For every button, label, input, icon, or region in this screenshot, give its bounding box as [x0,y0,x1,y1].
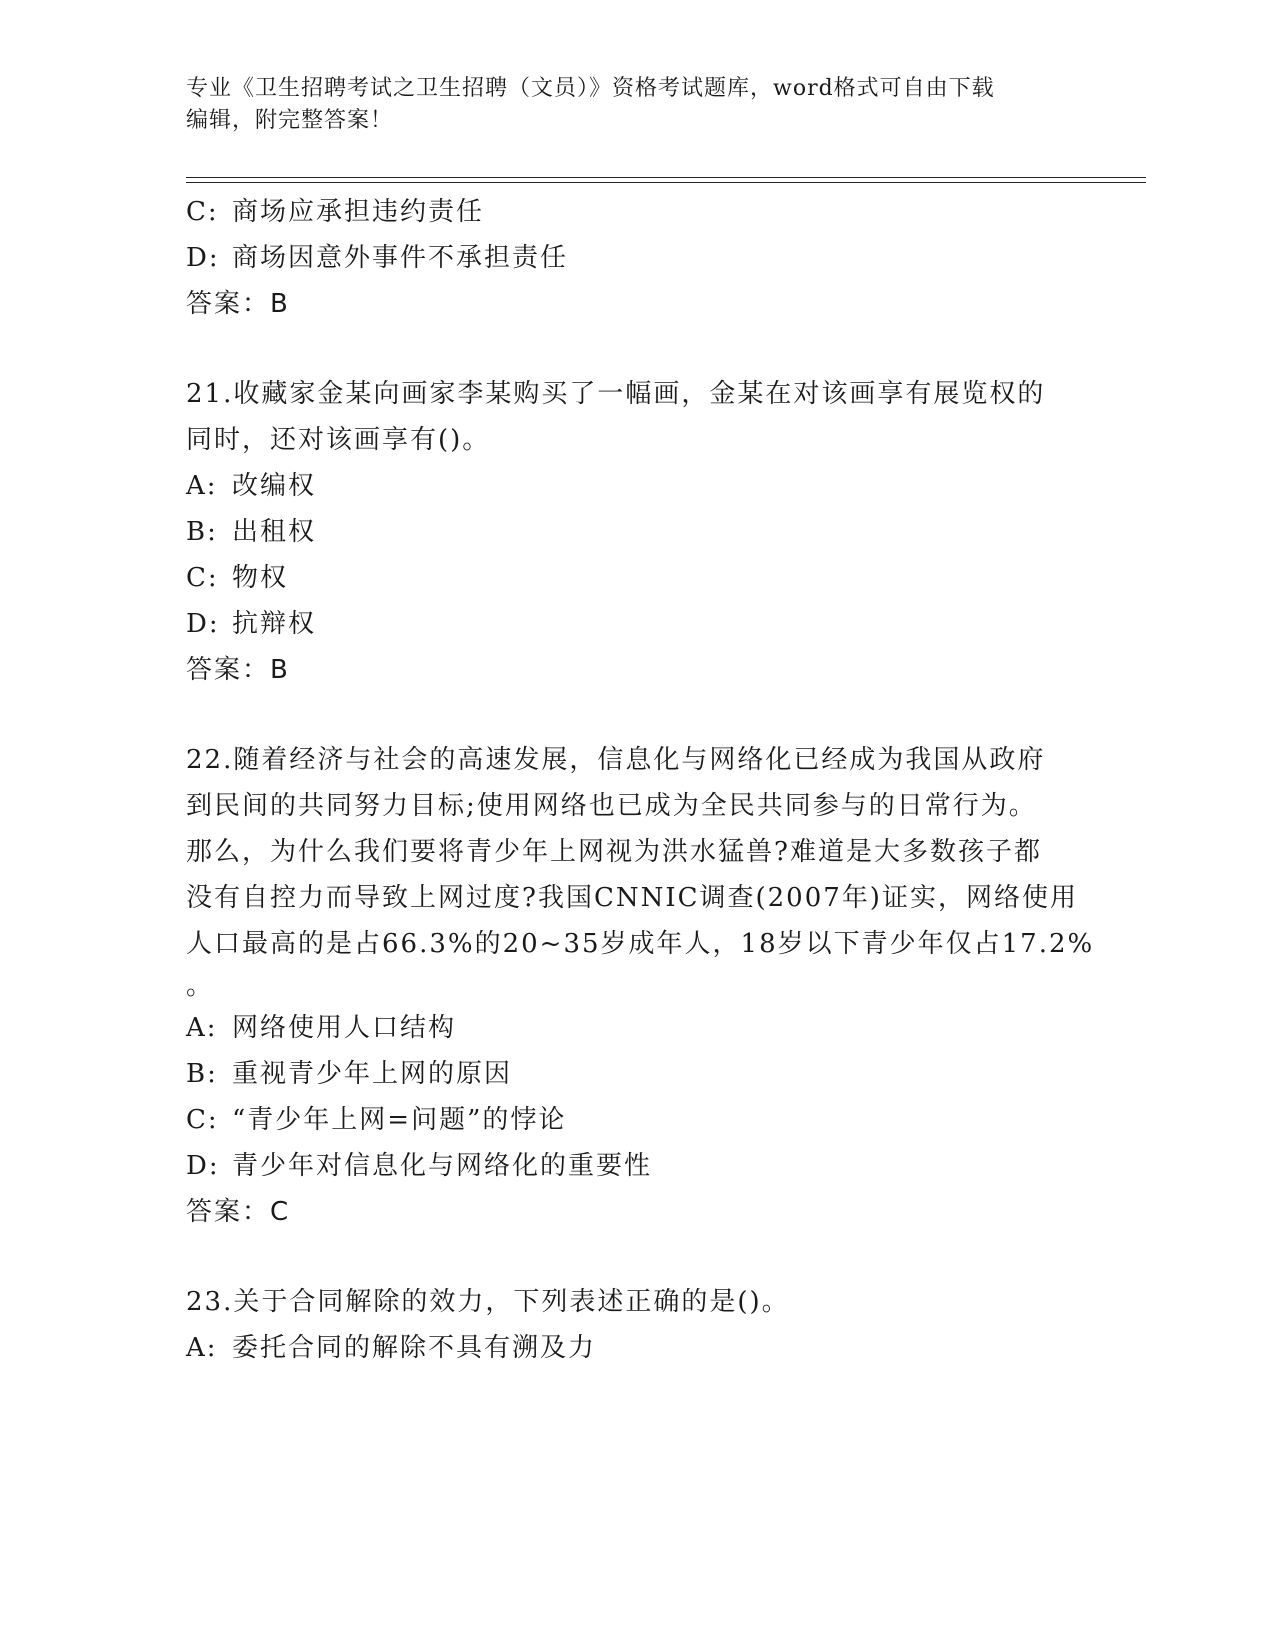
option-text: 网络使用人口结构 [232,1013,457,1043]
header-divider-thick [186,177,1146,178]
question-block-23 [186,1279,1086,1371]
option-a [186,463,1086,509]
question-stem-line: 。 [186,971,215,1001]
option-d [186,235,1086,281]
option-letter: B: [186,517,218,547]
question-stem-line: 同时，还对该画享有()。 [186,425,491,455]
question-stem-line: 那么，为什么我们要将青少年上网视为洪水猛兽?难道是大多数孩子都 [186,837,1042,867]
header-line-2: 编辑，附完整答案！ [186,108,394,133]
option-letter: A: [186,471,218,501]
question-stem-line: 23.关于合同解除的效力，下列表述正确的是()。 [186,1287,790,1317]
option-text: 重视青少年上网的原因 [232,1059,513,1089]
option-letter: C: [186,563,219,593]
question-stem-line: 21.收藏家金某向画家李某购买了一幅画，金某在对该画享有展览权的 [186,379,1046,409]
question-block-21 [186,371,1086,693]
option-letter: D: [186,609,220,639]
answer-line: 答案：B [186,655,290,685]
option-text: “青少年上网=问题”的悖论 [232,1105,567,1135]
question-stem-line: 人口最高的是占66.3%的20~35岁成年人，18岁以下青少年仅占17.2% [186,929,1095,959]
option-text: 出租权 [232,517,317,547]
spacer [186,327,1086,371]
option-b [186,509,1086,555]
option-text: 商场应承担违约责任 [232,197,485,227]
option-text: 委托合同的解除不具有溯及力 [232,1333,597,1363]
option-b [186,1051,1086,1097]
option-letter: D: [186,243,220,273]
option-letter: B: [186,1059,218,1089]
option-text: 青少年对信息化与网络化的重要性 [232,1151,653,1181]
option-letter: C: [186,197,219,227]
option-c [186,1097,1086,1143]
option-text: 物权 [232,563,289,593]
header-line-1: 专业《卫生招聘考试之卫生招聘（文员）》资格考试题库，word格式可自由下载 [186,76,995,101]
question-stem-line: 没有自控力而导致上网过度?我国CNNIC调查(2007年)证实，网络使用 [186,883,1078,913]
option-a [186,1005,1086,1051]
answer-line: 答案：C [186,1197,291,1227]
spacer [186,1235,1086,1279]
option-d [186,1143,1086,1189]
spacer [186,693,1086,737]
header-divider-thin [186,182,1146,183]
page-header [186,73,1086,137]
answer-line: 答案：B [186,289,290,319]
option-text: 抗辩权 [232,609,317,639]
option-d [186,601,1086,647]
question-stem-line: 到民间的共同努力目标;使用网络也已成为全民共同参与的日常行为。 [186,791,1037,821]
question-list [186,189,1095,1371]
question-stem-line: 22.随着经济与社会的高速发展，信息化与网络化已经成为我国从政府 [186,745,1046,775]
option-text: 改编权 [232,471,317,501]
option-letter: D: [186,1151,220,1181]
question-block-22 [186,737,1095,1235]
option-letter: C: [186,1105,219,1135]
option-text: 商场因意外事件不承担责任 [232,243,569,273]
question-block-20-continued [186,189,1086,327]
option-c [186,555,1086,601]
option-c [186,189,1086,235]
option-letter: A: [186,1333,218,1363]
option-letter: A: [186,1013,218,1043]
option-a [186,1325,1086,1371]
